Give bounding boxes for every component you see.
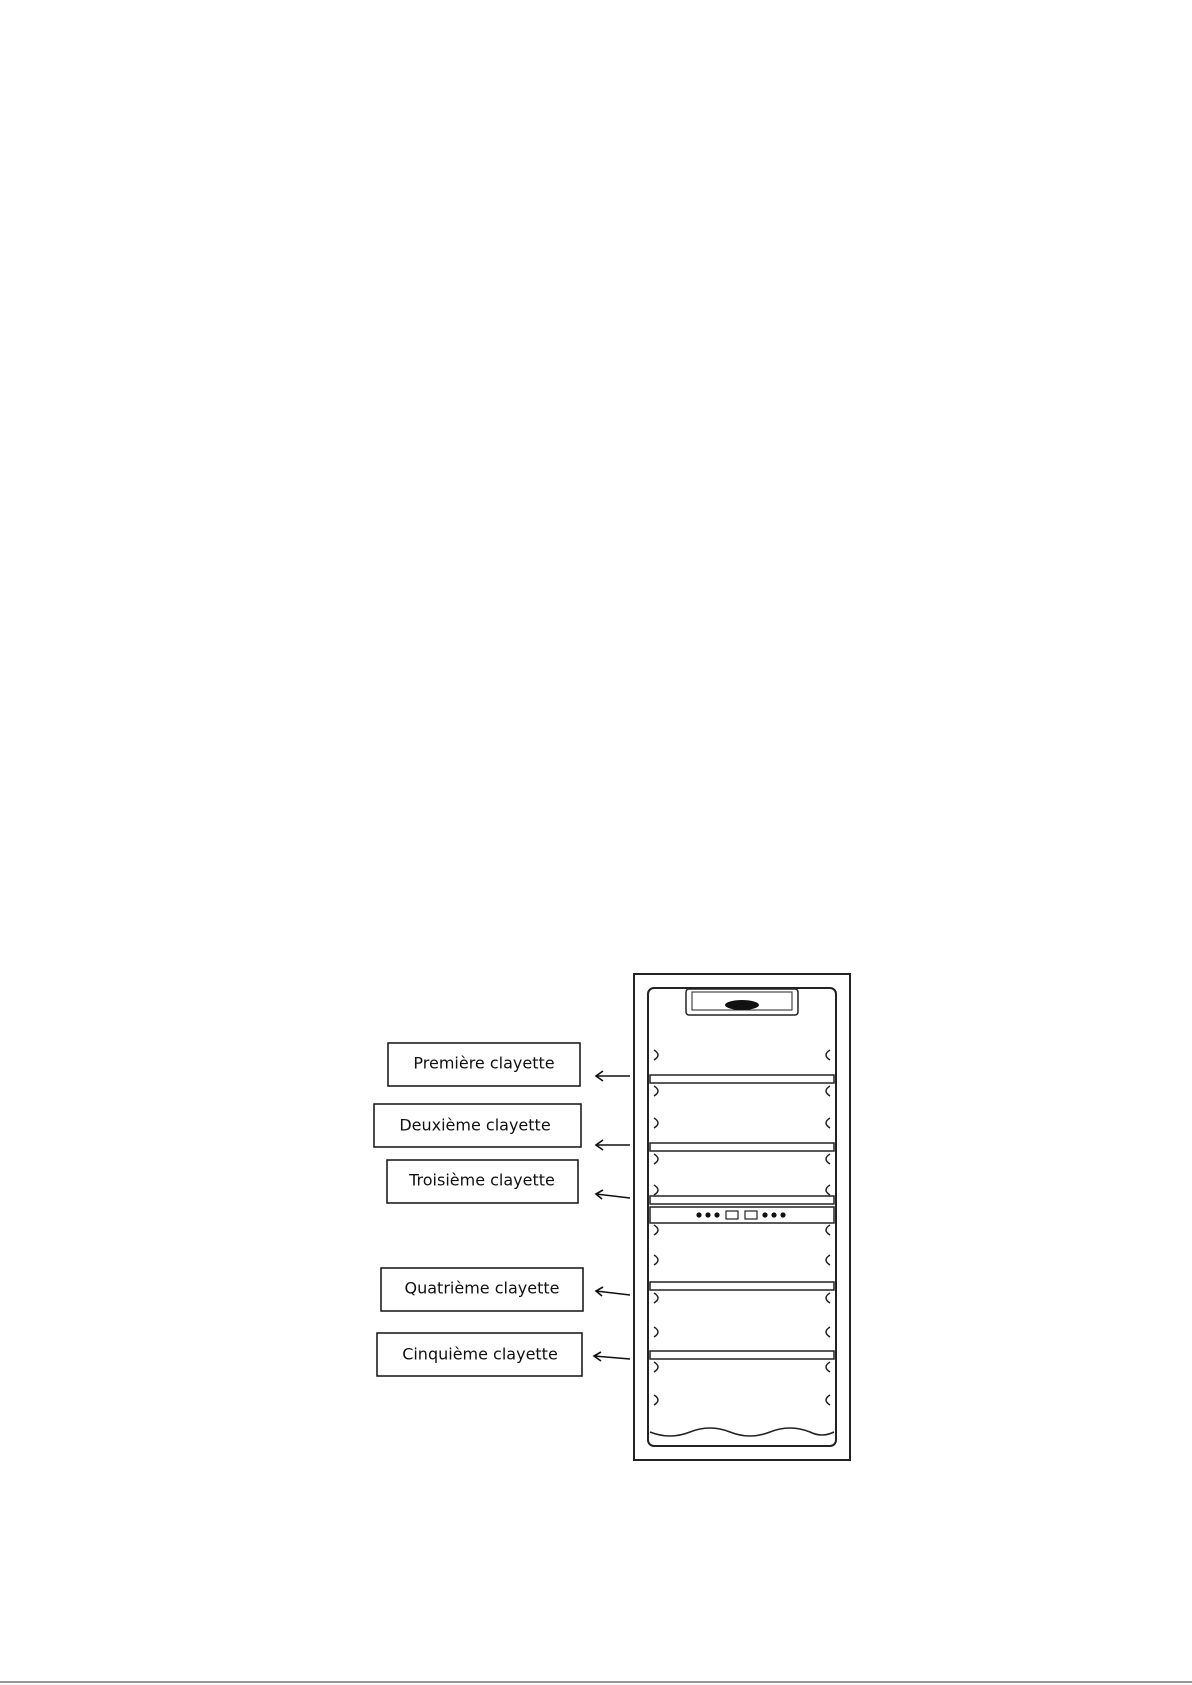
support-icon	[826, 1395, 830, 1405]
shelf-rails	[650, 1075, 834, 1359]
support-icon	[826, 1118, 830, 1128]
support-icon	[826, 1050, 830, 1060]
wine-cooler-icon	[634, 974, 850, 1460]
control-panel-frame	[650, 1207, 834, 1223]
arrow-shelf-5	[594, 1352, 630, 1361]
label-shelf-3: Troisième clayette	[409, 1170, 555, 1190]
shelf-5-rail	[650, 1351, 834, 1359]
label-shelf-1: Première clayette	[413, 1053, 555, 1073]
arrow-shaft	[594, 1356, 630, 1359]
arrow-shelf-3	[596, 1190, 630, 1199]
shelf-2-rail	[650, 1143, 834, 1151]
shelf-3-rail	[650, 1196, 834, 1204]
support-icon	[826, 1293, 830, 1303]
label-boxes	[374, 1043, 583, 1376]
support-icon	[654, 1225, 658, 1235]
support-icon	[654, 1395, 658, 1405]
cabinet-inner-frame	[648, 988, 836, 1446]
panel-display-icon	[726, 1211, 738, 1219]
support-icon	[826, 1185, 830, 1195]
panel-dot-icon	[714, 1212, 719, 1217]
support-icon	[826, 1255, 830, 1265]
label-shelf-2: Deuxième clayette	[399, 1115, 551, 1135]
arrow-shelf-2	[596, 1140, 630, 1150]
support-icon	[826, 1086, 830, 1096]
support-icon	[654, 1293, 658, 1303]
top-light-icon	[725, 1000, 759, 1010]
bottom-base	[650, 1428, 834, 1436]
support-icon	[654, 1050, 658, 1060]
cabinet-outer-frame	[634, 974, 850, 1460]
support-icon	[654, 1327, 658, 1337]
support-icon	[654, 1255, 658, 1265]
support-icon	[654, 1086, 658, 1096]
panel-dot-icon	[705, 1212, 710, 1217]
support-icon	[826, 1154, 830, 1164]
shelf-1-rail	[650, 1075, 834, 1083]
leader-arrows	[594, 1071, 630, 1361]
label-shelf-5: Cinquième clayette	[402, 1344, 558, 1364]
arrow-shelf-4	[596, 1287, 630, 1296]
control-panel	[650, 1207, 834, 1223]
panel-dot-icon	[780, 1212, 785, 1217]
support-icon	[826, 1362, 830, 1372]
support-icon	[654, 1362, 658, 1372]
label-shelf-4: Quatrième clayette	[404, 1278, 560, 1298]
panel-dot-icon	[762, 1212, 767, 1217]
panel-dot-icon	[696, 1212, 701, 1217]
support-icon	[826, 1327, 830, 1337]
support-icon	[654, 1185, 658, 1195]
shelf-4-rail	[650, 1282, 834, 1290]
arrow-shelf-1	[596, 1071, 630, 1081]
panel-dot-icon	[771, 1212, 776, 1217]
support-icon	[654, 1118, 658, 1128]
panel-display-icon	[745, 1211, 757, 1219]
support-icon	[826, 1225, 830, 1235]
support-icon	[654, 1154, 658, 1164]
